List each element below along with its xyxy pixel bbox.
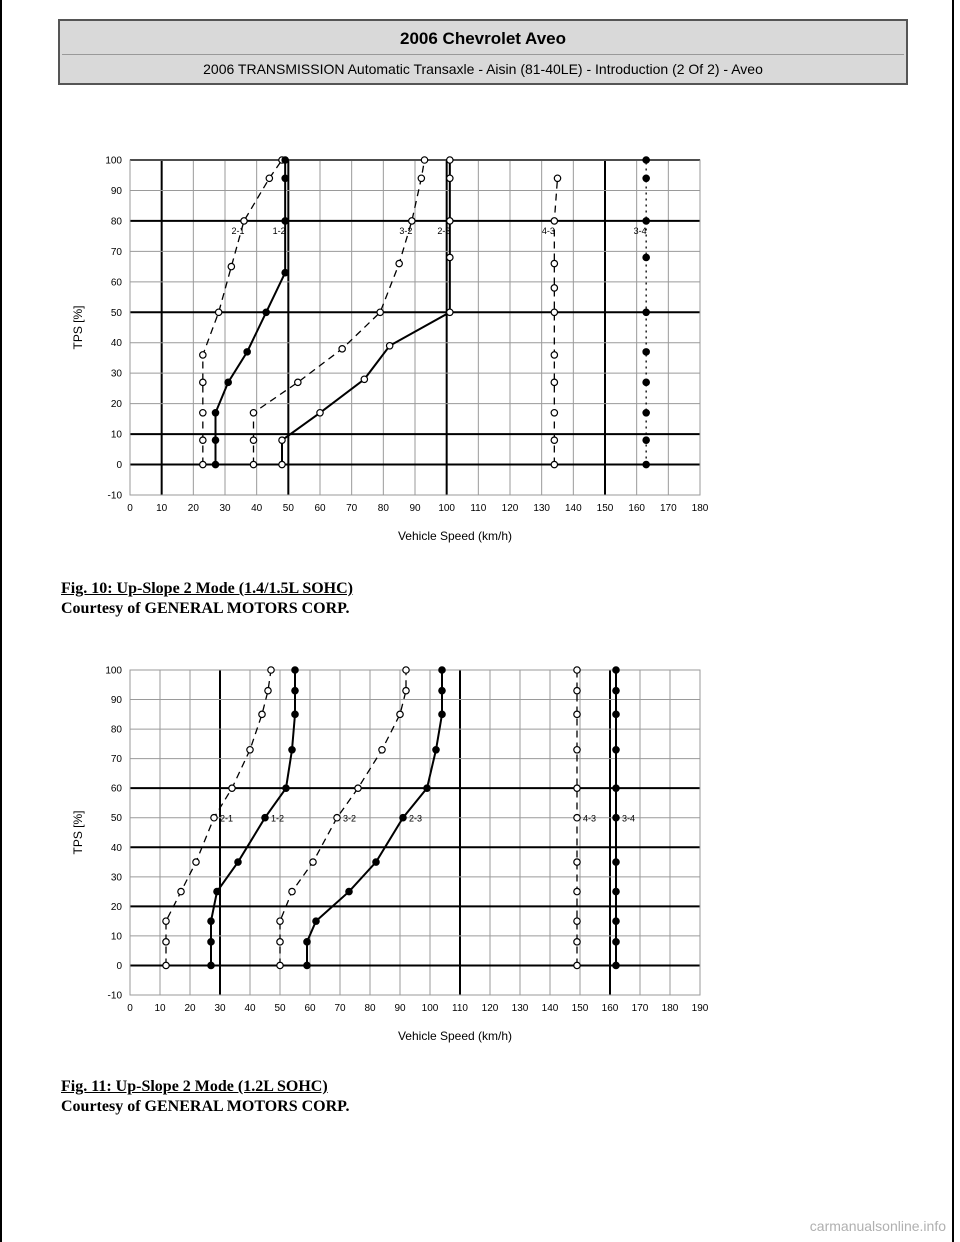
data-point — [215, 309, 221, 315]
data-point — [613, 667, 619, 673]
figure-title: Fig. 11: Up-Slope 2 Mode (1.2L SOHC) — [61, 1078, 328, 1095]
data-point — [228, 263, 234, 269]
x-tick-label: 90 — [409, 503, 421, 514]
data-point — [277, 962, 283, 968]
data-point — [266, 175, 272, 181]
data-point — [208, 918, 214, 924]
series-3-4 — [613, 667, 635, 969]
data-point — [289, 747, 295, 753]
data-point — [193, 859, 199, 865]
series-4-3 — [542, 175, 561, 468]
data-point — [574, 747, 580, 753]
data-point — [551, 285, 557, 291]
data-point — [292, 667, 298, 673]
data-point — [447, 254, 453, 260]
data-point — [200, 352, 206, 358]
x-tick-label: 170 — [659, 503, 677, 514]
data-point — [439, 711, 445, 717]
series-label: 2-1 — [220, 813, 234, 824]
x-axis-label: Vehicle Speed (km/h) — [397, 529, 513, 543]
y-tick-label: 50 — [110, 307, 122, 319]
y-tick-label: 10 — [110, 931, 122, 943]
data-point — [397, 711, 403, 717]
figure-title: Fig. 10: Up-Slope 2 Mode (1.4/1.5L SOHC) — [61, 580, 354, 597]
y-tick-label: 30 — [110, 872, 122, 884]
data-point — [439, 667, 445, 673]
y-tick-label: 100 — [105, 155, 122, 167]
figure-credit: Courtesy of GENERAL MOTORS CORP. — [61, 1098, 350, 1115]
data-point — [574, 918, 580, 924]
series-label: 3-4 — [622, 813, 636, 824]
data-point — [339, 346, 345, 352]
data-point — [447, 309, 453, 315]
data-point — [574, 888, 580, 894]
y-tick-label: 50 — [110, 813, 122, 825]
data-point — [424, 785, 430, 791]
series-label: 3-2 — [399, 226, 413, 237]
data-point — [355, 785, 361, 791]
data-point — [229, 785, 235, 791]
data-point — [613, 711, 619, 717]
data-point — [163, 918, 169, 924]
x-tick-label: 170 — [631, 1003, 649, 1014]
data-point — [292, 711, 298, 717]
data-point — [178, 888, 184, 894]
y-tick-label: 0 — [116, 460, 122, 472]
x-tick-label: 30 — [219, 503, 231, 514]
data-point — [262, 815, 268, 821]
data-point — [268, 667, 274, 673]
data-point — [361, 376, 367, 382]
x-tick-label: 110 — [452, 1003, 468, 1014]
x-tick-label: 100 — [421, 1003, 439, 1014]
figure-credit: Courtesy of GENERAL MOTORS CORP. — [61, 600, 350, 617]
series-label: 4-3 — [583, 813, 597, 824]
y-tick-label: 20 — [110, 901, 122, 913]
data-point — [211, 815, 217, 821]
data-point — [643, 461, 649, 467]
data-point — [282, 269, 288, 275]
data-point — [208, 939, 214, 945]
data-point — [279, 437, 285, 443]
data-point — [259, 711, 265, 717]
data-point — [247, 747, 253, 753]
x-tick-label: 130 — [511, 1003, 529, 1014]
data-point — [551, 218, 557, 224]
x-tick-label: 190 — [691, 1003, 709, 1014]
data-point — [409, 218, 415, 224]
data-point — [613, 918, 619, 924]
document-subtitle: 2006 TRANSMISSION Automatic Transaxle - Aisin (81-40LE) - Introduction (2 Of 2) - Aveo — [203, 61, 763, 77]
data-point — [433, 747, 439, 753]
data-point — [283, 785, 289, 791]
data-point — [292, 687, 298, 693]
data-point — [551, 379, 557, 385]
y-tick-label: 40 — [110, 842, 122, 854]
data-point — [214, 888, 220, 894]
x-tick-label: 140 — [564, 503, 582, 514]
data-point — [574, 785, 580, 791]
data-point — [447, 218, 453, 224]
data-point — [282, 218, 288, 224]
x-tick-label: 130 — [533, 503, 551, 514]
x-tick-label: 180 — [661, 1003, 679, 1014]
series-label: 2-3 — [437, 226, 451, 237]
x-tick-label: 10 — [156, 503, 168, 514]
x-tick-label: 60 — [304, 1003, 316, 1014]
data-point — [643, 254, 649, 260]
data-point — [403, 667, 409, 673]
data-point — [551, 352, 557, 358]
data-point — [574, 687, 580, 693]
y-tick-label: 80 — [110, 724, 122, 736]
y-tick-label: 20 — [110, 399, 122, 411]
y-tick-label: 90 — [110, 695, 122, 707]
grid — [130, 670, 700, 995]
data-point — [439, 687, 445, 693]
data-point — [643, 309, 649, 315]
data-point — [289, 888, 295, 894]
watermark: carmanualsonline.info — [809, 1218, 946, 1234]
y-tick-label: 100 — [105, 665, 122, 677]
y-axis-label: TPS [%] — [71, 305, 85, 350]
data-point — [574, 962, 580, 968]
data-point — [379, 747, 385, 753]
data-point — [643, 157, 649, 163]
data-point — [250, 410, 256, 416]
data-point — [282, 175, 288, 181]
data-point — [574, 667, 580, 673]
plot-frame — [130, 670, 700, 995]
data-point — [643, 349, 649, 355]
data-point — [200, 437, 206, 443]
data-point — [225, 379, 231, 385]
x-tick-label: 20 — [187, 503, 199, 514]
data-point — [643, 218, 649, 224]
series-label: 2-1 — [231, 226, 245, 237]
data-point — [574, 815, 580, 821]
x-tick-label: 0 — [127, 503, 133, 514]
x-tick-label: 140 — [541, 1003, 559, 1014]
shift-pattern-chart-fig10 — [60, 145, 720, 560]
data-point — [447, 157, 453, 163]
x-tick-label: 120 — [481, 1003, 499, 1014]
data-point — [574, 711, 580, 717]
y-tick-label: 0 — [116, 960, 122, 972]
data-point — [574, 939, 580, 945]
data-point — [418, 175, 424, 181]
shift-pattern-chart-fig11 — [60, 655, 720, 1060]
data-point — [277, 918, 283, 924]
data-point — [250, 461, 256, 467]
data-point — [377, 309, 383, 315]
data-point — [643, 410, 649, 416]
data-point — [310, 859, 316, 865]
data-point — [212, 437, 218, 443]
y-tick-label: 80 — [110, 216, 122, 228]
y-tick-label: -10 — [107, 490, 122, 502]
x-tick-label: 160 — [601, 1003, 619, 1014]
data-point — [643, 379, 649, 385]
series-label: 4-3 — [541, 226, 555, 237]
x-tick-label: 20 — [184, 1003, 196, 1014]
data-point — [212, 410, 218, 416]
x-tick-label: 150 — [571, 1003, 589, 1014]
data-point — [421, 157, 427, 163]
data-point — [613, 747, 619, 753]
data-point — [208, 962, 214, 968]
data-point — [277, 939, 283, 945]
data-point — [265, 687, 271, 693]
data-point — [613, 888, 619, 894]
data-point — [282, 157, 288, 163]
x-tick-label: 40 — [251, 503, 263, 514]
data-point — [279, 461, 285, 467]
data-point — [334, 815, 340, 821]
x-tick-label: 150 — [596, 503, 614, 514]
data-point — [613, 785, 619, 791]
x-axis-label: Vehicle Speed (km/h) — [397, 1029, 513, 1043]
data-point — [317, 410, 323, 416]
data-point — [574, 859, 580, 865]
data-point — [241, 218, 247, 224]
data-point — [163, 962, 169, 968]
x-tick-label: 40 — [244, 1003, 256, 1014]
data-point — [613, 859, 619, 865]
data-point — [200, 379, 206, 385]
series-label: 1-2 — [271, 813, 285, 824]
y-tick-label: 70 — [110, 246, 122, 258]
data-point — [447, 175, 453, 181]
data-point — [304, 962, 310, 968]
data-point — [613, 939, 619, 945]
data-point — [551, 309, 557, 315]
x-tick-label: 180 — [691, 503, 709, 514]
y-tick-label: 70 — [110, 754, 122, 766]
data-point — [643, 437, 649, 443]
data-point — [304, 939, 310, 945]
data-point — [346, 888, 352, 894]
data-point — [373, 859, 379, 865]
data-point — [643, 175, 649, 181]
data-point — [295, 379, 301, 385]
series-4-3 — [574, 667, 596, 969]
data-point — [163, 939, 169, 945]
data-point — [200, 410, 206, 416]
x-tick-label: 110 — [470, 503, 487, 514]
data-point — [313, 918, 319, 924]
data-point — [551, 410, 557, 416]
y-tick-label: 60 — [110, 783, 122, 795]
data-point — [386, 343, 392, 349]
document-header — [58, 19, 908, 85]
data-point — [200, 461, 206, 467]
series-label: 2-3 — [409, 813, 423, 824]
series-label: 1-2 — [272, 226, 286, 237]
x-tick-label: 100 — [438, 503, 456, 514]
data-point — [551, 437, 557, 443]
y-tick-label: 10 — [110, 429, 122, 441]
x-tick-label: 70 — [346, 503, 358, 514]
data-point — [613, 815, 619, 821]
data-point — [212, 461, 218, 467]
data-point — [613, 962, 619, 968]
series-label: 3-2 — [343, 813, 357, 824]
data-point — [263, 309, 269, 315]
data-point — [403, 687, 409, 693]
x-tick-label: 90 — [394, 1003, 406, 1014]
x-tick-label: 50 — [282, 503, 294, 514]
x-tick-label: 10 — [154, 1003, 166, 1014]
y-tick-label: 60 — [110, 277, 122, 289]
data-point — [250, 437, 256, 443]
x-tick-label: 80 — [377, 503, 389, 514]
x-tick-label: 0 — [127, 1003, 133, 1014]
figure-caption-fig11 — [61, 1077, 349, 1117]
x-tick-label: 80 — [364, 1003, 376, 1014]
data-point — [613, 687, 619, 693]
x-tick-label: 160 — [628, 503, 646, 514]
series-label: 3-4 — [633, 226, 647, 237]
y-tick-label: 40 — [110, 338, 122, 350]
figure-caption-fig10 — [61, 579, 353, 619]
y-tick-label: 90 — [110, 185, 122, 197]
data-point — [235, 859, 241, 865]
document-title: 2006 Chevrolet Aveo — [62, 23, 904, 55]
x-tick-label: 70 — [334, 1003, 346, 1014]
y-tick-label: 30 — [110, 368, 122, 380]
x-tick-label: 60 — [314, 503, 326, 514]
data-point — [396, 260, 402, 266]
data-point — [551, 461, 557, 467]
x-tick-label: 120 — [501, 503, 519, 514]
x-tick-label: 30 — [214, 1003, 226, 1014]
data-point — [400, 815, 406, 821]
y-tick-label: -10 — [107, 990, 122, 1002]
y-axis-label: TPS [%] — [71, 810, 85, 855]
data-point — [551, 260, 557, 266]
data-point — [554, 175, 560, 181]
x-tick-label: 50 — [274, 1003, 286, 1014]
data-point — [244, 349, 250, 355]
